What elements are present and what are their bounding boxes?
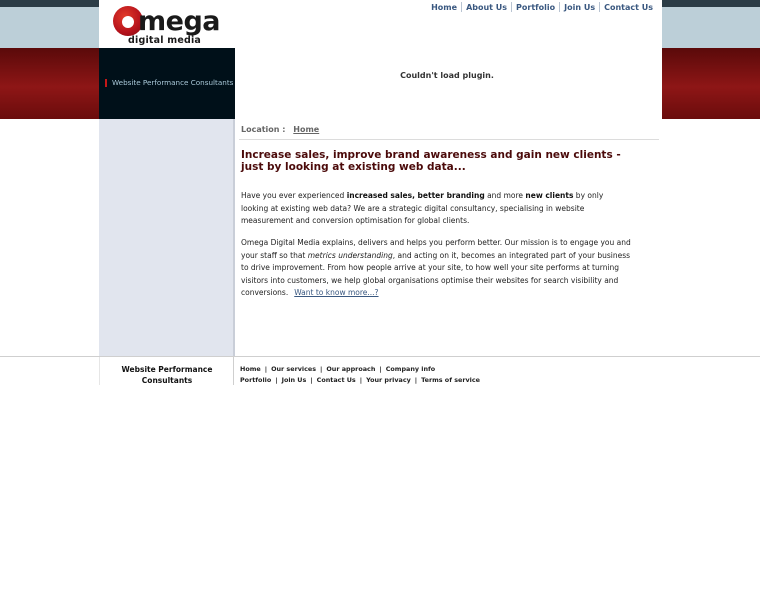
- tagline-text: Website Performance Consultants: [112, 78, 234, 87]
- omega-logo[interactable]: [113, 5, 223, 45]
- page-headline: Increase sales, improve brand awareness and gain new clients - just by looking at existing web data...: [241, 149, 621, 173]
- logo-subtitle: digital media: [128, 35, 202, 46]
- nav-contact-us[interactable]: Contact Us: [604, 2, 653, 12]
- mission-paragraph: [241, 237, 631, 300]
- mission-emphasis: metrics understanding: [307, 250, 393, 260]
- nav-home[interactable]: Home: [431, 2, 458, 12]
- breadcrumb-label: Location :: [241, 125, 286, 134]
- footer-link-portfolio[interactable]: Portfolio: [240, 376, 272, 384]
- footer-divider: [0, 356, 760, 357]
- footer-separator: |: [310, 376, 313, 384]
- nav-join-us[interactable]: Join Us: [564, 2, 596, 12]
- intro-paragraph: [241, 190, 631, 228]
- footer-separator: |: [414, 376, 418, 384]
- nav-portfolio[interactable]: Portfolio: [516, 2, 556, 12]
- mission-text: Omega Digital Media explains, delivers and helps you perform better. Our mission is to engage you and your staff so that: [241, 238, 631, 260]
- intro-bold-branding: better branding: [417, 191, 485, 200]
- intro-text: by only looking at existing web data? We are a strategic digital consultancy, specialising in website measurement and conversion optimisation for global clients.: [241, 191, 604, 225]
- footer-link-join-us[interactable]: Join Us: [281, 376, 307, 384]
- footer-link-our-approach[interactable]: Our approach: [326, 365, 376, 373]
- footer-separator: |: [359, 376, 363, 384]
- intro-bold-sales: increased sales: [346, 191, 413, 200]
- footer-link-your-privacy[interactable]: Your privacy: [366, 376, 411, 384]
- breadcrumb: [241, 125, 319, 134]
- footer-link-home[interactable]: Home: [240, 365, 261, 373]
- plugin-placeholder: [235, 48, 662, 119]
- intro-comma: ,: [412, 191, 418, 200]
- left-sidebar: [99, 119, 235, 357]
- footer-separator: |: [275, 376, 278, 384]
- footer-link-company-info[interactable]: Company info: [385, 365, 436, 373]
- breadcrumb-divider: [239, 139, 659, 140]
- footer-separator: |: [320, 365, 323, 373]
- logo-wordmark: mega: [138, 6, 220, 37]
- footer-separator: |: [264, 365, 268, 373]
- breadcrumb-home-link[interactable]: Home: [293, 125, 320, 134]
- tagline-panel: [99, 48, 235, 119]
- plugin-error-message: Couldn't load plugin.: [400, 71, 494, 80]
- footer-separator: |: [379, 365, 382, 373]
- nav-about-us[interactable]: About Us: [466, 2, 508, 12]
- footer-links: [240, 364, 480, 386]
- top-navigation: [427, 2, 657, 12]
- intro-text: and more: [484, 191, 526, 200]
- intro-text: Have you ever experienced: [241, 191, 347, 200]
- footer-links-row-1: [240, 364, 480, 375]
- intro-bold-clients: new clients: [525, 191, 574, 200]
- footer-link-contact-us[interactable]: Contact Us: [316, 376, 356, 384]
- footer-link-terms-of-service[interactable]: Terms of service: [421, 376, 480, 384]
- tagline-accent-bar: [105, 79, 107, 87]
- footer-links-row-2: [240, 375, 480, 386]
- footer-brand: Website Performance Consultants: [121, 365, 213, 385]
- sidebar-divider: [233, 119, 235, 357]
- mission-text: , and acting on it, becomes an integrated part of your business to drive improvement. From how people arrive at your site, to how well your site performs at turning visitors into customers, we help global organisations optimise their websites for search visibility and conversions.: [241, 250, 631, 297]
- footer-link-our-services[interactable]: Our services: [271, 365, 317, 373]
- want-to-know-more-link[interactable]: Want to know more...?: [294, 288, 379, 297]
